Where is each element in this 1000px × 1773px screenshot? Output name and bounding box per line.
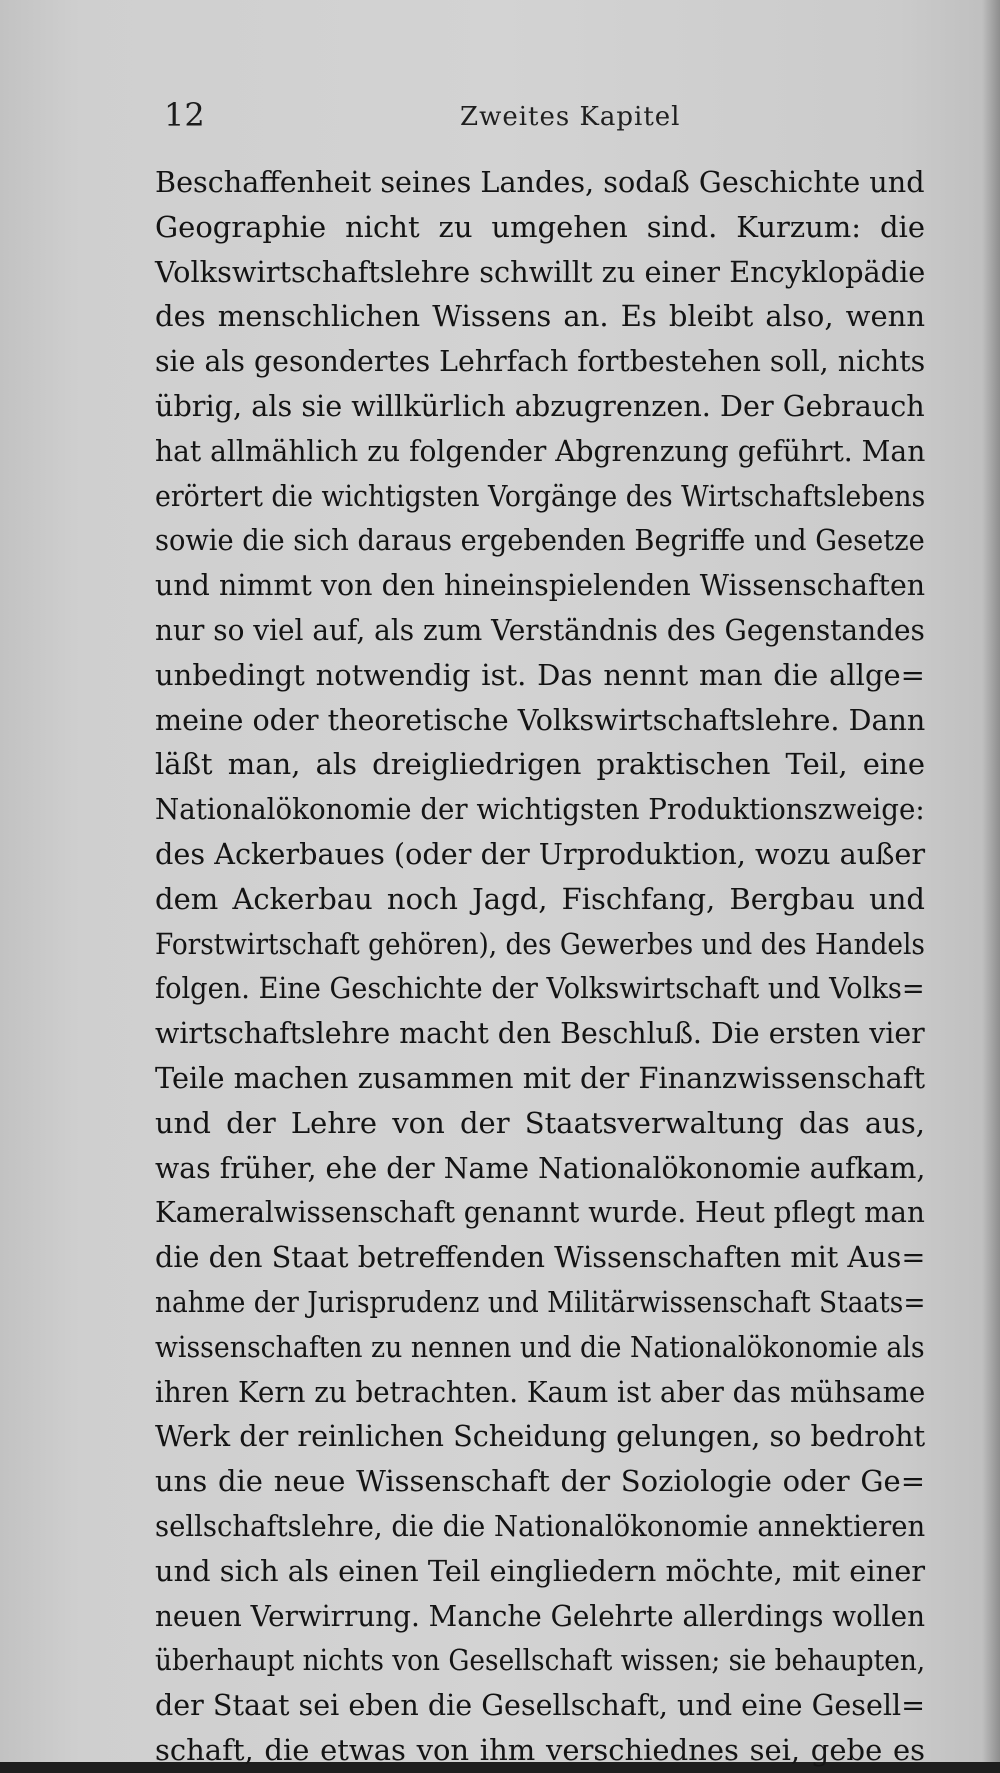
text-line: Kameralwissenschaft genannt wurde. Heut pflegt man	[155, 1195, 925, 1230]
text-line: nur so viel auf, als zum Verständnis des Gegenstandes	[155, 612, 925, 647]
text-line: läßt man, als dreigliedrigen praktischen Teil, eine	[155, 747, 925, 782]
text-line: sellschaftslehre, die die Nationalökonomie annektieren	[155, 1508, 926, 1543]
text-line: wissenschaften zu nennen und die Nationalökonomie als	[155, 1329, 925, 1364]
text-line: Volkswirtschaftslehre schwillt zu einer Encyklopädie	[155, 254, 926, 289]
text-line: Nationalökonomie der wichtigsten Produktionszweige:	[155, 792, 925, 827]
text-line: meine oder theoretische Volkswirtschaftslehre. Dann	[155, 702, 926, 737]
text-line: erörtert die wichtigsten Vorgänge des Wirtschaftslebens	[155, 478, 926, 513]
text-line: Forstwirtschaft gehören), des Gewerbes und des Handels	[155, 926, 925, 961]
page-number: 12	[164, 96, 205, 134]
text-line: hat allmählich zu folgender Abgrenzung geführt. Man	[155, 433, 926, 468]
text-line: des menschlichen Wissens an. Es bleibt also, wenn	[155, 299, 925, 334]
text-line: und nimmt von den hineinspielenden Wissenschaften	[155, 568, 926, 603]
text-line: Geographie nicht zu umgehen sind. Kurzum: die	[155, 209, 925, 244]
text-line: und sich als einen Teil eingliedern möchte, mit einer	[155, 1553, 926, 1588]
text-line: dem Ackerbau noch Jagd, Fischfang, Bergbau und	[155, 881, 925, 916]
text-line: neuen Verwirrung. Manche Gelehrte allerdings wollen	[155, 1598, 926, 1633]
text-line: was früher, ehe der Name Nationalökonomie aufkam,	[155, 1150, 926, 1185]
text-line: überhaupt nichts von Gesellschaft wissen; sie behaupten,	[155, 1643, 926, 1678]
text-line: des Ackerbaues (oder der Urproduktion, wozu außer	[155, 836, 926, 871]
text-line: unbedingt notwendig ist. Das nennt man die allge=	[155, 657, 925, 692]
running-head: Zweites Kapitel	[460, 102, 681, 132]
text-line: schaft, die etwas von ihm verschiednes sei, gebe es	[155, 1732, 925, 1767]
text-line: die den Staat betreffenden Wissenschaften mit Aus=	[155, 1240, 926, 1275]
text-line: uns die neue Wissenschaft der Soziologie oder Ge=	[155, 1464, 925, 1499]
page-edge-shadow	[982, 0, 1000, 1762]
text-line: ihren Kern zu betrachten. Kaum ist aber das mühsame	[155, 1374, 926, 1409]
text-line: folgen. Eine Geschichte der Volkswirtschaft und Volks=	[155, 971, 925, 1006]
text-line: und der Lehre von der Staatsverwaltung das aus,	[155, 1105, 925, 1140]
text-line: sie als gesondertes Lehrfach fortbestehen soll, nichts	[155, 344, 926, 379]
text-line: sowie die sich daraus ergebenden Begriffe und Gesetze	[155, 523, 925, 558]
text-line: nahme der Jurisprudenz und Militärwissenschaft Staats=	[155, 1284, 926, 1319]
text-line: wirtschaftslehre macht den Beschluß. Die ersten vier	[155, 1016, 925, 1051]
body-text	[155, 160, 925, 1773]
text-line: Werk der reinlichen Scheidung gelungen, so bedroht	[155, 1419, 926, 1454]
page-header	[160, 96, 900, 136]
text-line: Beschaffenheit seines Landes, sodaß Geschichte und	[155, 165, 925, 199]
text-line: übrig, als sie willkürlich abzugrenzen. Der Gebrauch	[155, 388, 925, 423]
text-line: der Staat sei eben die Gesellschaft, und eine Gesell=	[155, 1688, 926, 1723]
text-line: Teile machen zusammen mit der Finanzwissenschaft	[155, 1060, 926, 1095]
